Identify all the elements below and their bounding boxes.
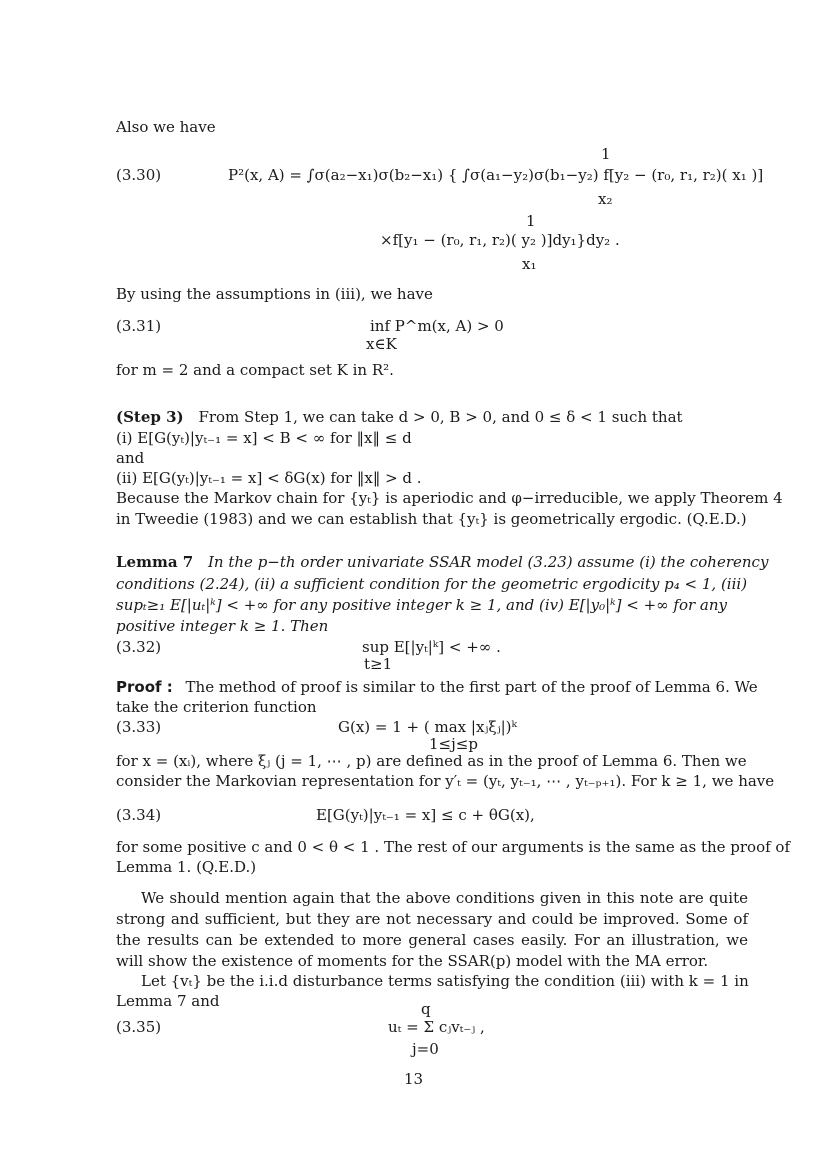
step3-text: From Step 1, we can take d > 0, B > 0, and 0 ≤ δ < 1 such that [198, 408, 683, 426]
vector-bottom-2: x₁ [522, 255, 537, 273]
for-x-line1: for x = (xᵢ), where ξⱼ (j = 1, ⋯ , p) are defined as in the proof of Lemma 6. Then we [116, 752, 747, 770]
equation-label-3-35: (3.35) [116, 1018, 162, 1036]
lemma7-line4: positive integer k ≥ 1. Then [116, 617, 329, 635]
vector-bottom-1: x₂ [598, 190, 613, 208]
text-by-using: By using the assumptions in (iii), we have [116, 285, 433, 303]
equation-3-30-line1: P²(x, A) = ∫σ(a₂−x₁)σ(b₂−x₁) { ∫σ(a₁−y₂)σ(b₁−y₂) f[y₂ − (r₀, r₁, r₂)( x₁ )] [228, 166, 764, 184]
equation-3-32: sup E[|yₜ|ᵏ] < +∞ . [362, 638, 501, 656]
markov-line-1: Because the Markov chain for {yₜ} is aperiodic and φ−irreducible, we apply Theorem 4 [116, 489, 783, 507]
condition-ii: (ii) E[G(yₜ)|yₜ₋₁ = x] < δG(x) for ‖x‖ > d . [116, 469, 422, 487]
condition-i: (i) E[G(yₜ)|yₜ₋₁ = x] < B < ∞ for ‖x‖ ≤ d [116, 429, 412, 447]
step3 [116, 408, 683, 426]
equation-3-31: inf P^m(x, A) > 0 [370, 317, 504, 335]
equation-3-30-line2: ×f[y₁ − (r₀, r₁, r₂)( y₂ )]dy₁}dy₂ . [380, 231, 620, 249]
page-number: 13 [403, 1070, 424, 1088]
let-line2: Lemma 7 and [116, 992, 220, 1010]
lemma7-heading: Lemma 7 [116, 553, 194, 571]
equation-label-3-31: (3.31) [116, 317, 162, 335]
equation-3-35: uₜ = Σ cⱼvₜ₋ⱼ , [388, 1018, 485, 1036]
proof-line1 [116, 678, 758, 696]
equation-label-3-32: (3.32) [116, 638, 162, 656]
equation-3-33-sub: 1≤j≤p [429, 735, 478, 753]
lemma7-line2: conditions (2.24), (ii) a sufficient condition for the geometric ergodicity p₄ < 1, (iii) [116, 575, 748, 593]
equation-3-33: G(x) = 1 + ( max |xⱼξⱼ|)ᵏ [338, 718, 517, 736]
step3-heading: (Step 3) [116, 408, 184, 426]
equation-label-3-34: (3.34) [116, 806, 162, 824]
proof-heading: Proof : [116, 678, 173, 696]
equation-label-3-30: (3.30) [116, 166, 162, 184]
paragraph-mention: We should mention again that the above conditions given in this note are quite strong and sufficient, but they are not necessary and could be improved. Some of the results can be extended to more general cases easily. For an illustration, we will show the existence of moments for the SSAR(p) model with the MA error. [116, 889, 748, 970]
equation-label-3-33: (3.33) [116, 718, 162, 736]
some-positive-line2: Lemma 1. (Q.E.D.) [116, 858, 257, 876]
vector-top-2: 1 [526, 212, 536, 230]
some-positive-line1: for some positive c and 0 < θ < 1 . The rest of our arguments is the same as the proof of [116, 838, 791, 856]
lemma7-text1: In the p−th order univariate SSAR model (3.23) assume (i) the coherency [208, 553, 769, 571]
proof-line2: take the criterion function [116, 698, 317, 716]
equation-3-35-top: q [421, 1000, 431, 1018]
equation-3-32-sub: t≥1 [364, 655, 393, 673]
equation-3-35-sub: j=0 [412, 1040, 439, 1058]
lemma7-line1 [116, 553, 768, 571]
vector-top-1: 1 [601, 145, 611, 163]
text-for-m: for m = 2 and a compact set K in R². [116, 361, 394, 379]
text-and: and [116, 449, 145, 467]
markov-line-2: in Tweedie (1983) and we can establish that {yₜ} is geometrically ergodic. (Q.E.D.) [116, 510, 747, 528]
proof-text1: The method of proof is similar to the first part of the proof of Lemma 6. We [185, 678, 758, 696]
lemma7-line3: supₜ≥₁ E[|uₜ|ᵏ] < +∞ for any positive integer k ≥ 1, and (iv) E[|y₀|ᵏ] < +∞ for any [116, 596, 728, 614]
text-also-we-have: Also we have [116, 118, 216, 136]
equation-3-34: E[G(yₜ)|yₜ₋₁ = x] ≤ c + θG(x), [316, 806, 535, 824]
for-x-line2: consider the Markovian representation for y′ₜ = (yₜ, yₜ₋₁, ⋯ , yₜ₋ₚ₊₁). For k ≥ 1, we have [116, 772, 775, 790]
equation-3-31-sub: x∈K [366, 335, 397, 353]
let-line1: Let {vₜ} be the i.i.d disturbance terms satisfying the condition (iii) with k = 1 in [141, 972, 749, 990]
